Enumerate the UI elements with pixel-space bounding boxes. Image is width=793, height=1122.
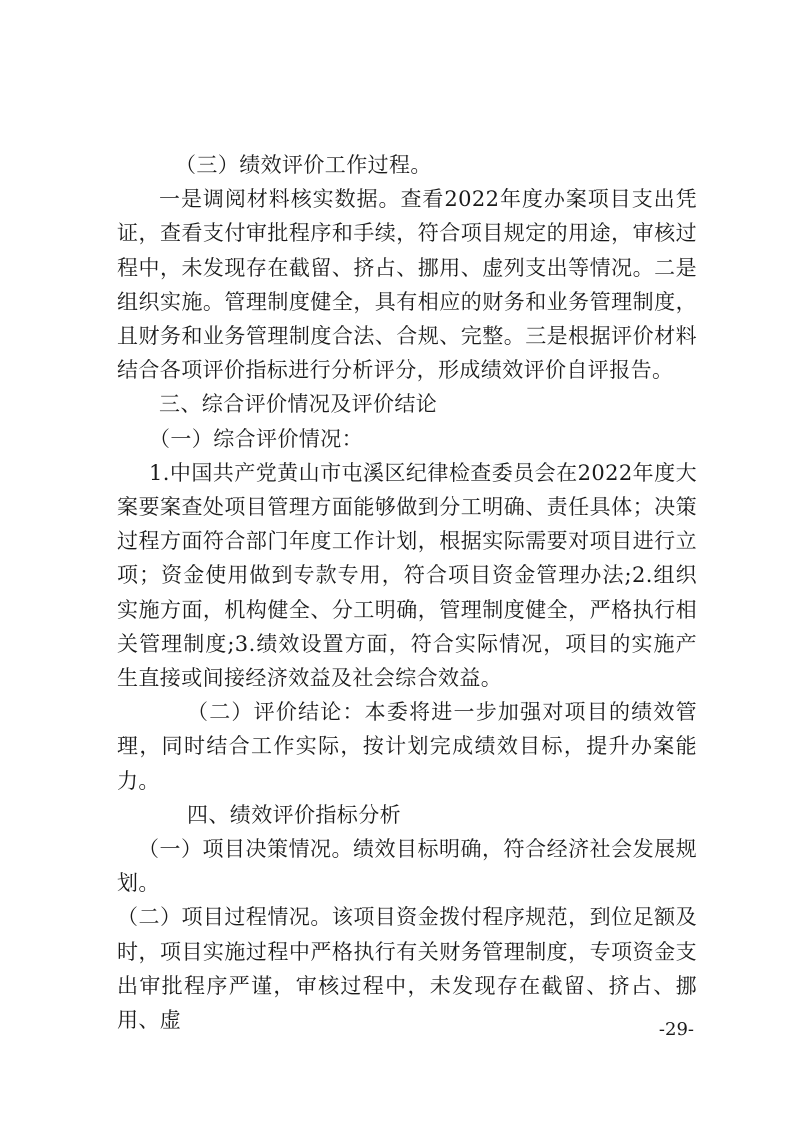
document-body bbox=[117, 148, 697, 1037]
paragraph-project-process: （二）项目过程情况。该项目资金拨付程序规范，到位足额及时，项目实施过程中严格执行有关财务管理制度，专项资金支出审批程序严谨，审核过程中，未发现存在截留、挤占、挪用、虚 bbox=[117, 905, 697, 1033]
subsection-heading-evaluation-process: （三）绩效评价工作过程。 bbox=[175, 153, 432, 177]
page-number: -29- bbox=[658, 1019, 694, 1040]
paragraph-comprehensive-situation: 1.中国共产党黄山市屯溪区纪律检查委员会在2022年度大案要案查处项目管理方面能够做到分工明确、责任具体；决策过程方面符合部门年度工作计划，根据实际需要对项目进行立项；资金使用做到专款专用，符合项目资金管理办法;2.组织实施方面，机构健全、分工明确，管理制度健全，严格执行相关管理制度;3.绩效设置方面，符合实际情况，项目的实施产生直接或间接经济效益及社会综合效益。 bbox=[117, 460, 697, 691]
paragraph-project-decision: （一）项目决策情况。绩效目标明确，符合经济社会发展规划。 bbox=[117, 837, 697, 896]
section-heading-comprehensive-evaluation: 三、综合评价情况及评价结论 bbox=[159, 392, 438, 417]
subsection-heading-comprehensive-situation: （一）综合评价情况： bbox=[149, 426, 363, 451]
paragraph-evaluation-conclusion: （二）评价结论：本委将进一步加强对项目的绩效管理，同时结合工作实际，按计划完成绩效目标，提升办案能力。 bbox=[117, 700, 697, 793]
paragraph-evaluation-process: 一是调阅材料核实数据。查看2022年度办案项目支出凭证，查看支付审批程序和手续，符合项目规定的用途，审核过程中，未发现存在截留、挤占、挪用、虚列支出等情况。二是组织实施。管理制度健全，具有相应的财务和业务管理制度，且财务和业务管理制度合法、合规、完整。三是根据评价材料结合各项评价指标进行分析评分，形成绩效评价自评报告。 bbox=[117, 187, 697, 383]
section-heading-indicator-analysis: 四、绩效评价指标分析 bbox=[187, 802, 401, 827]
